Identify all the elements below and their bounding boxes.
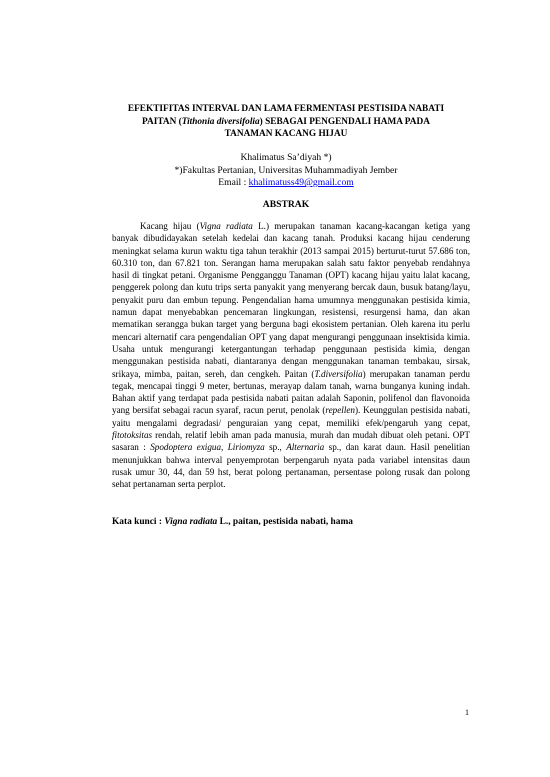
abstract-body [112, 220, 470, 491]
abstract-italic: T.diversifolia [314, 368, 363, 379]
abstract-heading: ABSTRAK [262, 199, 310, 210]
paper-title [100, 103, 472, 141]
title-line-2-pre: PAITAN ( [142, 116, 182, 127]
abstract-italic: Spodoptera exigua [150, 442, 222, 453]
abstract-text: , [221, 442, 228, 453]
abstract-italic: Liriomyza [227, 442, 265, 453]
title-line-2-post: ) SEBAGAI PENGENDALI HAMA PADA [259, 116, 430, 127]
abstract-text: rendah, relatif lebih aman pada manusia, murah dan mudah dibuat oleh petani. OPT sasaran : [112, 430, 470, 453]
abstract-text: ) merupakan tanaman perdu tegak, mencapai tinggi 9 meter, bertunas, merayap dalam tanah, warna bunganya kuning indah. Bahan aktif yang terdapat pada pestisida nabati paitan adalah Saponin, polifenol dan flavonoida yang bersifat sebagai racun syaraf, racun perut, penolak ( [112, 368, 470, 416]
email-link[interactable]: khalimatuss49@gmail.com [248, 177, 354, 189]
abstract-italic: Vigna radiata [199, 221, 253, 231]
abstract-text: sp., [264, 442, 287, 453]
email-label: Email : [218, 177, 249, 189]
keywords-line [112, 516, 470, 528]
abstract-text: sp., dan karat daun. Hasil penelitian menunjukkan bahwa interval penyemprotan berpengaruh nyata pada variabel intensitas daun rusak umur 30, 44, dan 59 hst, berat polong pertanaman, persentase polong rusak dan polong sehat pertanaman serta perplot. [112, 442, 470, 490]
abstract-italic: Alternaria [286, 442, 325, 453]
abstract-italic: fitotoksitas [112, 430, 153, 441]
title-line-3: TANAMAN KACANG HIJAU [224, 129, 348, 139]
abstract-text: Kacang hijau ( [140, 221, 200, 231]
abstract-text: ). Keunggulan pestisida nabati, yaitu mengalami degradasi/ penguraian yang cepat, memiliki efek/pengaruh yang cepat, [112, 405, 471, 428]
author-block [100, 152, 472, 190]
keywords-italic: Vigna radiata [164, 517, 218, 527]
page-number: 1 [465, 708, 469, 717]
keywords-label: Kata kunci : [112, 517, 165, 527]
author-affiliation: *)Fakultas Pertanian, Universitas Muhammadiyah Jember [174, 164, 398, 176]
title-line-1: EFEKTIFITAS INTERVAL DAN LAMA FERMENTASI PESTISIDA NABATI [127, 104, 445, 114]
author-name: Khalimatus Sa’diyah *) [240, 152, 332, 163]
abstract-italic: repellen [325, 405, 355, 416]
title-line-2-italic: Tithonia diversifolia [181, 116, 260, 127]
author-email-line [100, 177, 472, 190]
keywords-rest: L., paitan, pestisida nabati, hama [217, 517, 353, 527]
abstract-text: L.) merupakan tanaman kacang-kacangan ketiga yang banyak dibudidayakan setelah kedelai dan kacang tanah. Produksi kacang hijau cenderung meningkat selama kurun waktu tiga tahun terakhir (2013 sampai 2015) berturut-turut 57.686 ton, 60.310 ton, dan 67.821 ton. Serangan hama merupakan salah satu faktor penyebab rendahnya hasil di tingkat petani. Organisme Pengganggu Tanaman (OPT) kacang hijau yaitu lalat kacang, penggerek polong dan kutu trips serta panyakit yang menyerang bercak daun, busuk batang/layu, penyakit puru dan embun tepung. Pengendalian hama umumnya menggunakan pestisida kimia, namun dapat menyebabkan pencemaran lingkungan, resistensi, resurgensi hama, dan akan mematikan serangga bukan target yang berguna bagi ekosistem pertanian. Oleh karena itu perlu mencari alternatif cara pengendalian OPT yang dapat mengurangi penggunaan insektisida kimia. Usaha untuk mengurangi ketergantungan terhadap penggunaan pestisida kimia, dengan menggunakan pestisida nabati, diantaranya dengan menggunakan tanaman tembakau, sirsak, srikaya, mimba, paitan, sereh, dan cengkeh. Paitan ( [112, 221, 471, 379]
